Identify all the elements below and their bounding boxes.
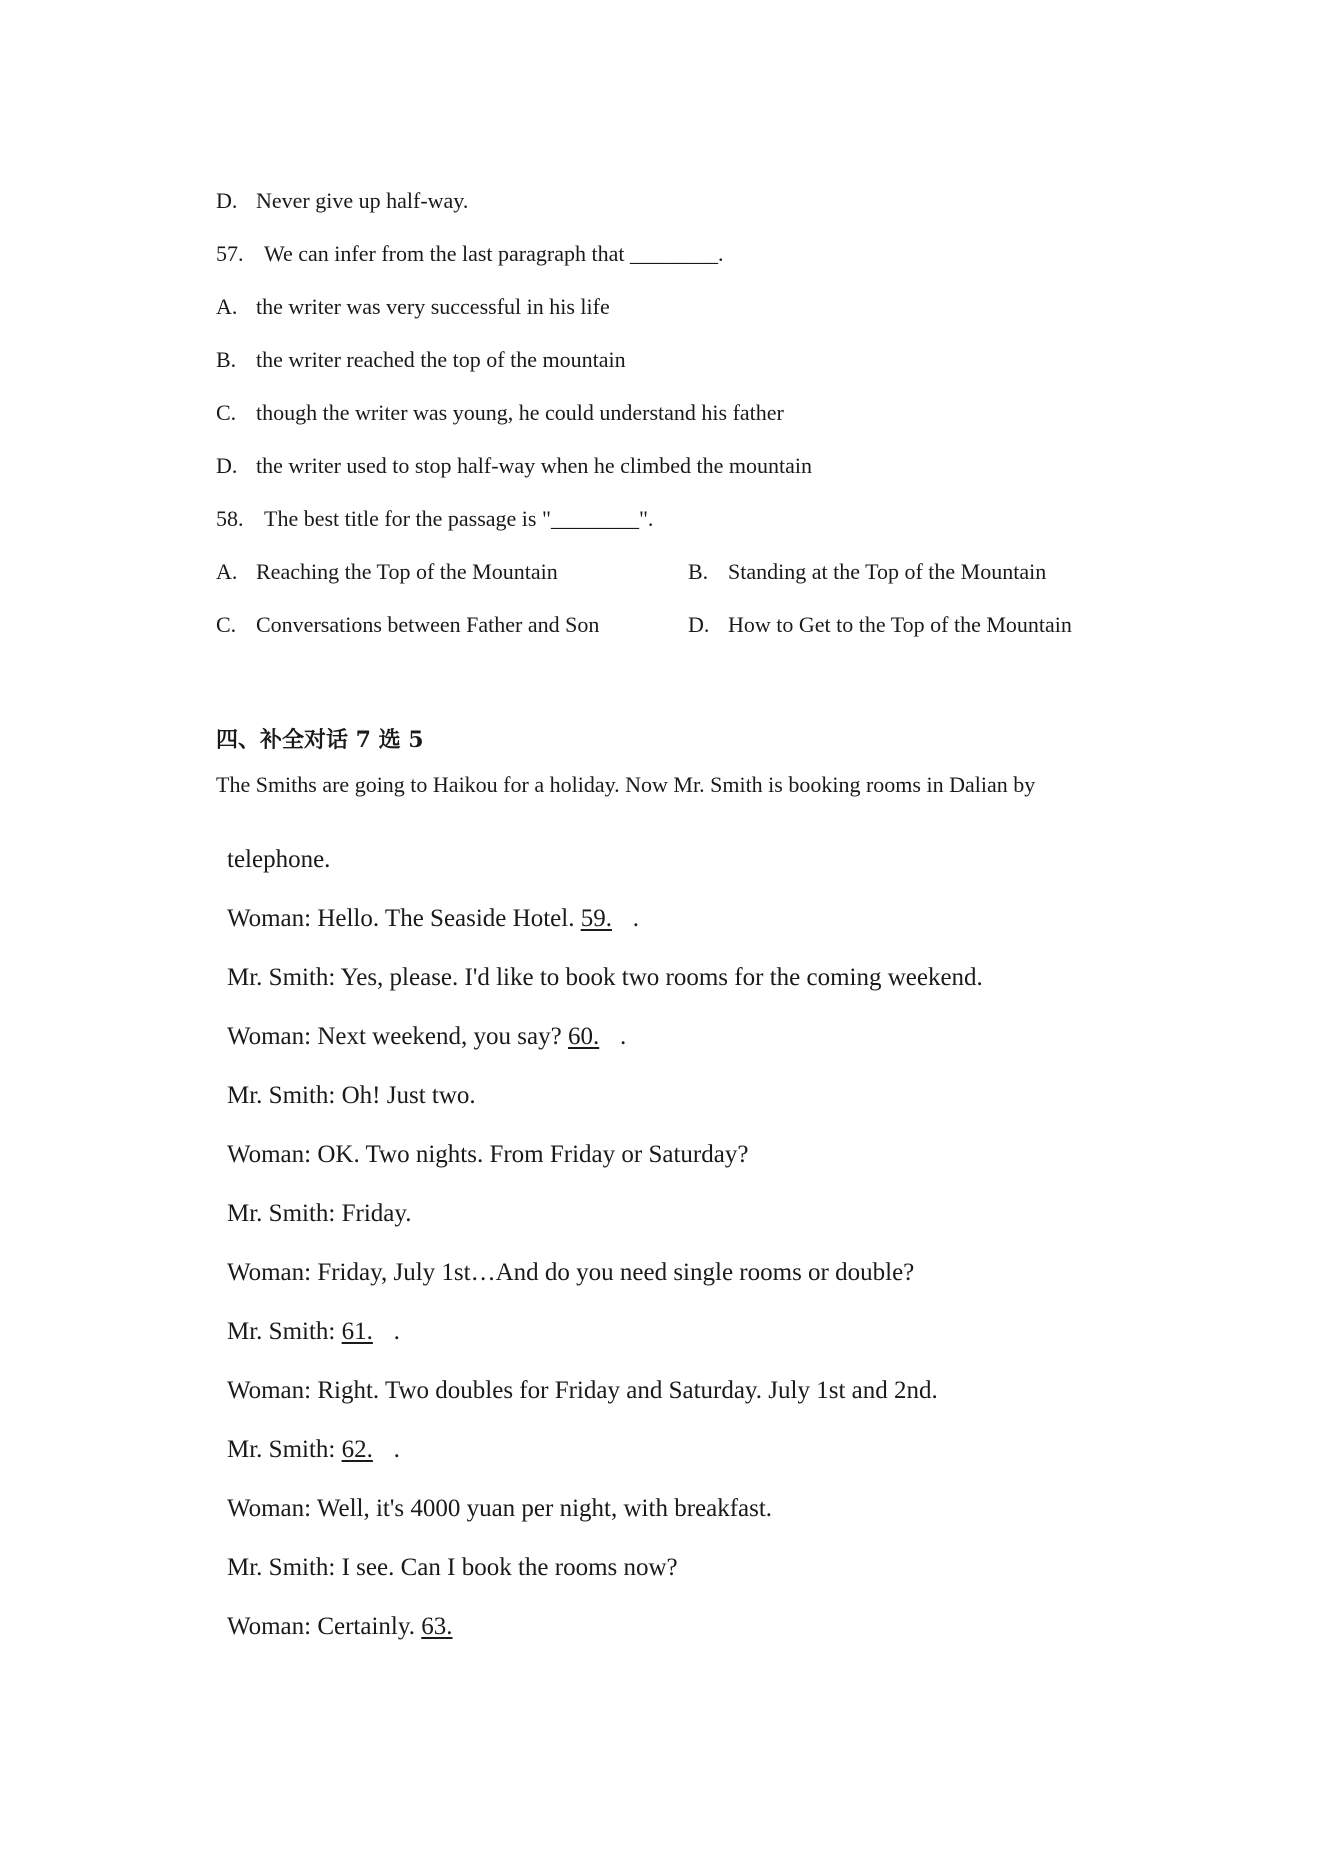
option-text: Never give up half-way. xyxy=(256,188,469,213)
option-label: D. xyxy=(688,612,710,637)
dialogue-text: Mr. Smith: Friday. xyxy=(227,1200,412,1227)
option-label: B. xyxy=(688,559,709,584)
dialogue-line-mr-smith xyxy=(227,1083,476,1108)
dialogue-text: Woman: Friday, July 1st…And do you need single rooms or double? xyxy=(227,1259,915,1286)
option-text: Conversations between Father and Son xyxy=(256,612,600,637)
option-text: Reaching the Top of the Mountain xyxy=(256,559,558,584)
dialogue-text: Woman: Hello. The Seaside Hotel. xyxy=(227,905,581,932)
q58-option-d xyxy=(688,614,1072,636)
q57-option-d xyxy=(216,455,812,477)
dialogue-line-woman xyxy=(227,906,639,931)
answer-blank-62[interactable]: 62. xyxy=(341,1436,373,1463)
option-label: D. xyxy=(216,188,238,213)
section-intro: The Smiths are going to Haikou for a holiday. Now Mr. Smith is booking rooms in Dalian by xyxy=(216,772,1036,797)
dialogue-text: Woman: Next weekend, you say? xyxy=(227,1023,568,1050)
option-label: A. xyxy=(216,559,238,584)
option-label: D. xyxy=(216,453,238,478)
answer-blank-61[interactable]: 61. xyxy=(341,1318,373,1345)
dialogue-punct: . xyxy=(393,1436,400,1463)
question-number: 57. xyxy=(216,241,244,266)
answer-blank-63[interactable]: 63. xyxy=(421,1613,453,1640)
dialogue-line-woman xyxy=(227,1024,626,1049)
dialogue-line-mr-smith xyxy=(227,965,983,990)
dialogue-punct: . xyxy=(393,1318,400,1345)
q56-option-d xyxy=(216,190,468,212)
question-text: The best title for the passage is "________". xyxy=(264,506,654,531)
answer-blank-59[interactable]: 59. xyxy=(580,905,612,932)
section-heading: 四、补全对话 7 选 5 xyxy=(216,727,424,753)
dialogue-text: Mr. Smith: Oh! Just two. xyxy=(227,1082,476,1109)
option-text: the writer used to stop half-way when he climbed the mountain xyxy=(256,453,812,478)
dialogue-text: Woman: Certainly. xyxy=(227,1613,422,1640)
option-text: How to Get to the Top of the Mountain xyxy=(728,612,1072,637)
q57-option-a xyxy=(216,296,610,318)
dialogue-text: Mr. Smith: Yes, please. I'd like to book two rooms for the coming weekend. xyxy=(227,964,983,991)
dialogue-line-woman xyxy=(227,1378,938,1403)
q58-stem xyxy=(216,508,653,530)
dialogue-line-mr-smith xyxy=(227,1201,412,1226)
dialogue-line-mr-smith xyxy=(227,1555,678,1580)
q57-stem xyxy=(216,243,723,265)
dialogue-line-mr-smith xyxy=(227,1437,400,1462)
option-label: C. xyxy=(216,612,237,637)
dialogue-punct: . xyxy=(632,905,639,932)
question-text: We can infer from the last paragraph that ________. xyxy=(264,241,724,266)
section-intro-continued: telephone. xyxy=(227,846,331,873)
dialogue-line-woman xyxy=(227,1142,748,1167)
q58-option-a xyxy=(216,561,558,583)
option-label: C. xyxy=(216,400,237,425)
question-number: 58. xyxy=(216,506,244,531)
dialogue-punct: . xyxy=(619,1023,627,1050)
option-text: though the writer was young, he could understand his father xyxy=(256,400,784,425)
dialogue-line-woman xyxy=(227,1260,914,1285)
dialogue-text: Woman: Well, it's 4000 yuan per night, with breakfast. xyxy=(227,1495,773,1522)
q57-option-b xyxy=(216,349,626,371)
dialogue-text: Mr. Smith: xyxy=(227,1436,342,1463)
option-label: A. xyxy=(216,294,238,319)
option-text: the writer reached the top of the mountain xyxy=(256,347,626,372)
dialogue-text: Woman: Right. Two doubles for Friday and Saturday. July 1st and 2nd. xyxy=(227,1377,938,1404)
q58-option-c xyxy=(216,614,599,636)
option-label: B. xyxy=(216,347,237,372)
dialogue-text: Mr. Smith: I see. Can I book the rooms now? xyxy=(227,1554,678,1581)
dialogue-text: Woman: OK. Two nights. From Friday or Saturday? xyxy=(227,1141,749,1168)
dialogue-text: Mr. Smith: xyxy=(227,1318,342,1345)
q58-option-b xyxy=(688,561,1046,583)
dialogue-line-woman xyxy=(227,1496,772,1521)
answer-blank-60[interactable]: 60. xyxy=(567,1023,600,1050)
dialogue-line-mr-smith xyxy=(227,1319,400,1344)
option-text: the writer was very successful in his life xyxy=(256,294,610,319)
option-text: Standing at the Top of the Mountain xyxy=(728,559,1047,584)
q57-option-c xyxy=(216,402,784,424)
dialogue-line-woman xyxy=(227,1614,473,1639)
